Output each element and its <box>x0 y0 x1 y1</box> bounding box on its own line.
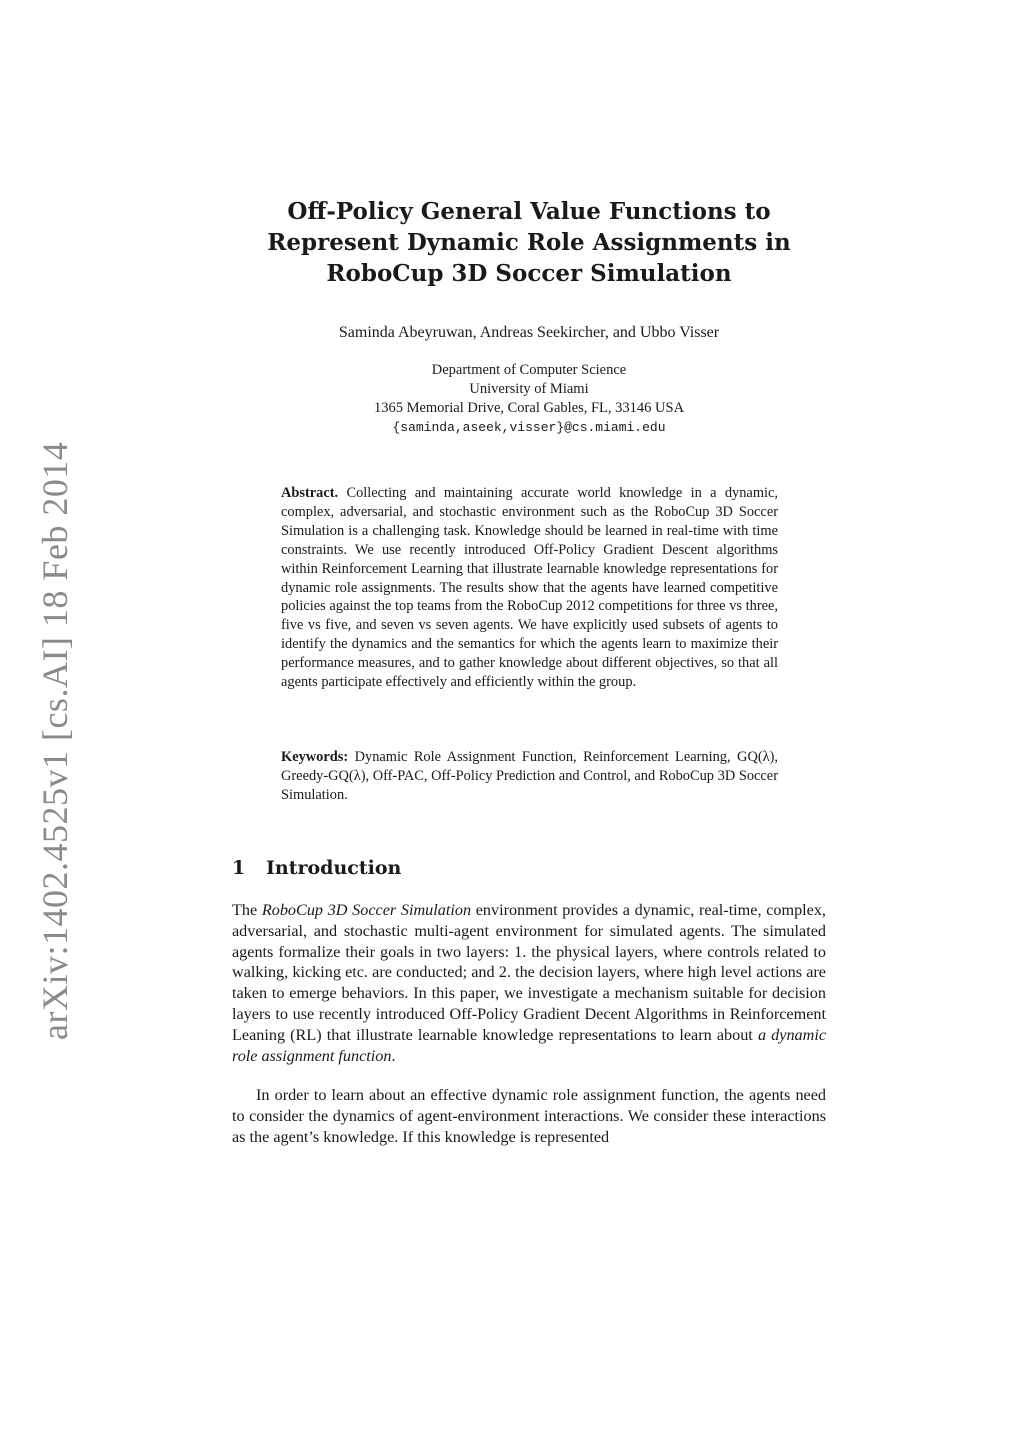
arxiv-identifier-stamp: arXiv:1402.4525v1 [cs.AI] 18 Feb 2014 <box>35 441 75 1040</box>
section-title: Introduction <box>266 857 402 879</box>
email-address[interactable]: {saminda,aseek,visser}@cs.miami.edu <box>392 420 666 435</box>
abstract-label: Abstract. <box>281 485 339 501</box>
author-list: Saminda Abeyruwan, Andreas Seekircher, and Ubbo Visser <box>338 324 720 341</box>
emphasis-role-assignment: a dynamic role assignment function <box>232 1025 826 1065</box>
section-number: 1 <box>232 857 246 879</box>
section-heading-introduction <box>232 857 401 879</box>
department: Department of Computer Science <box>431 362 627 378</box>
intro-paragraph-1: The RoboCup 3D Soccer Simulation environment provides a dynamic, real-time, complex, adversarial, and stochastic multi-agent environment for simulated agents. The simulated agents formalize their goals in two layers: 1. the physical layers, where controls related to walking, kicking etc. are conducted; and 2. the decision layers, where high level actions are taken to emerge behaviors. In this paper, we investigate a mechanism suitable for decision layers to use recently introduced Off-Policy Gradient Decent Algorithms in Reinforcement Leaning (RL) that illustrate learnable knowledge representations to learn about a dynamic role assignment function. <box>232 901 826 1065</box>
intro-paragraph-2: In order to learn about an effective dynamic role assignment function, the agents need to consider the dynamics of agent-environment interactions. We consider these interactions as the agent’s knowledge. If this knowledge is represented <box>232 1086 826 1146</box>
paper-title: Off-Policy General Value Functions to Represent Dynamic Role Assignments in RoboCup 3D Soccer Simulation <box>267 198 791 287</box>
address: 1365 Memorial Drive, Coral Gables, FL, 33146 USA <box>373 400 685 416</box>
keywords-label: Keywords: <box>281 749 349 765</box>
keywords <box>281 748 778 805</box>
abstract <box>281 484 778 692</box>
university: University of Miami <box>469 381 589 397</box>
abstract-text: Collecting and maintaining accurate world knowledge in a dynamic, complex, adversarial, and stochastic environment such as the RoboCup 3D Soccer Simulation is a challenging task. Knowledge should be learned in real-time with time constraints. We use recently introduced Off-Policy Gradient Descent algorithms within Reinforcement Learning that illustrate learnable knowledge representations for dynamic role assignments. The results show that the agents have learned competitive policies against the top teams from the RoboCup 2012 competitions for three vs three, five vs five, and seven vs seven agents. We have explicitly used subsets of agents to identify the dynamics and the semantics for which the agents learn to maximize their performance measures, and to gather knowledge about different objectives, so that all agents participate effectively and efficiently within the group. <box>281 485 778 691</box>
affiliation-block <box>220 361 838 437</box>
emphasis-robocup: RoboCup 3D Soccer Simulation <box>261 901 472 919</box>
keywords-text: Dynamic Role Assignment Function, Reinforcement Learning, GQ(λ), Greedy-GQ(λ), Off-PAC, Off-Policy Prediction and Control, and RoboCup 3D Soccer Simulation. <box>281 749 779 803</box>
